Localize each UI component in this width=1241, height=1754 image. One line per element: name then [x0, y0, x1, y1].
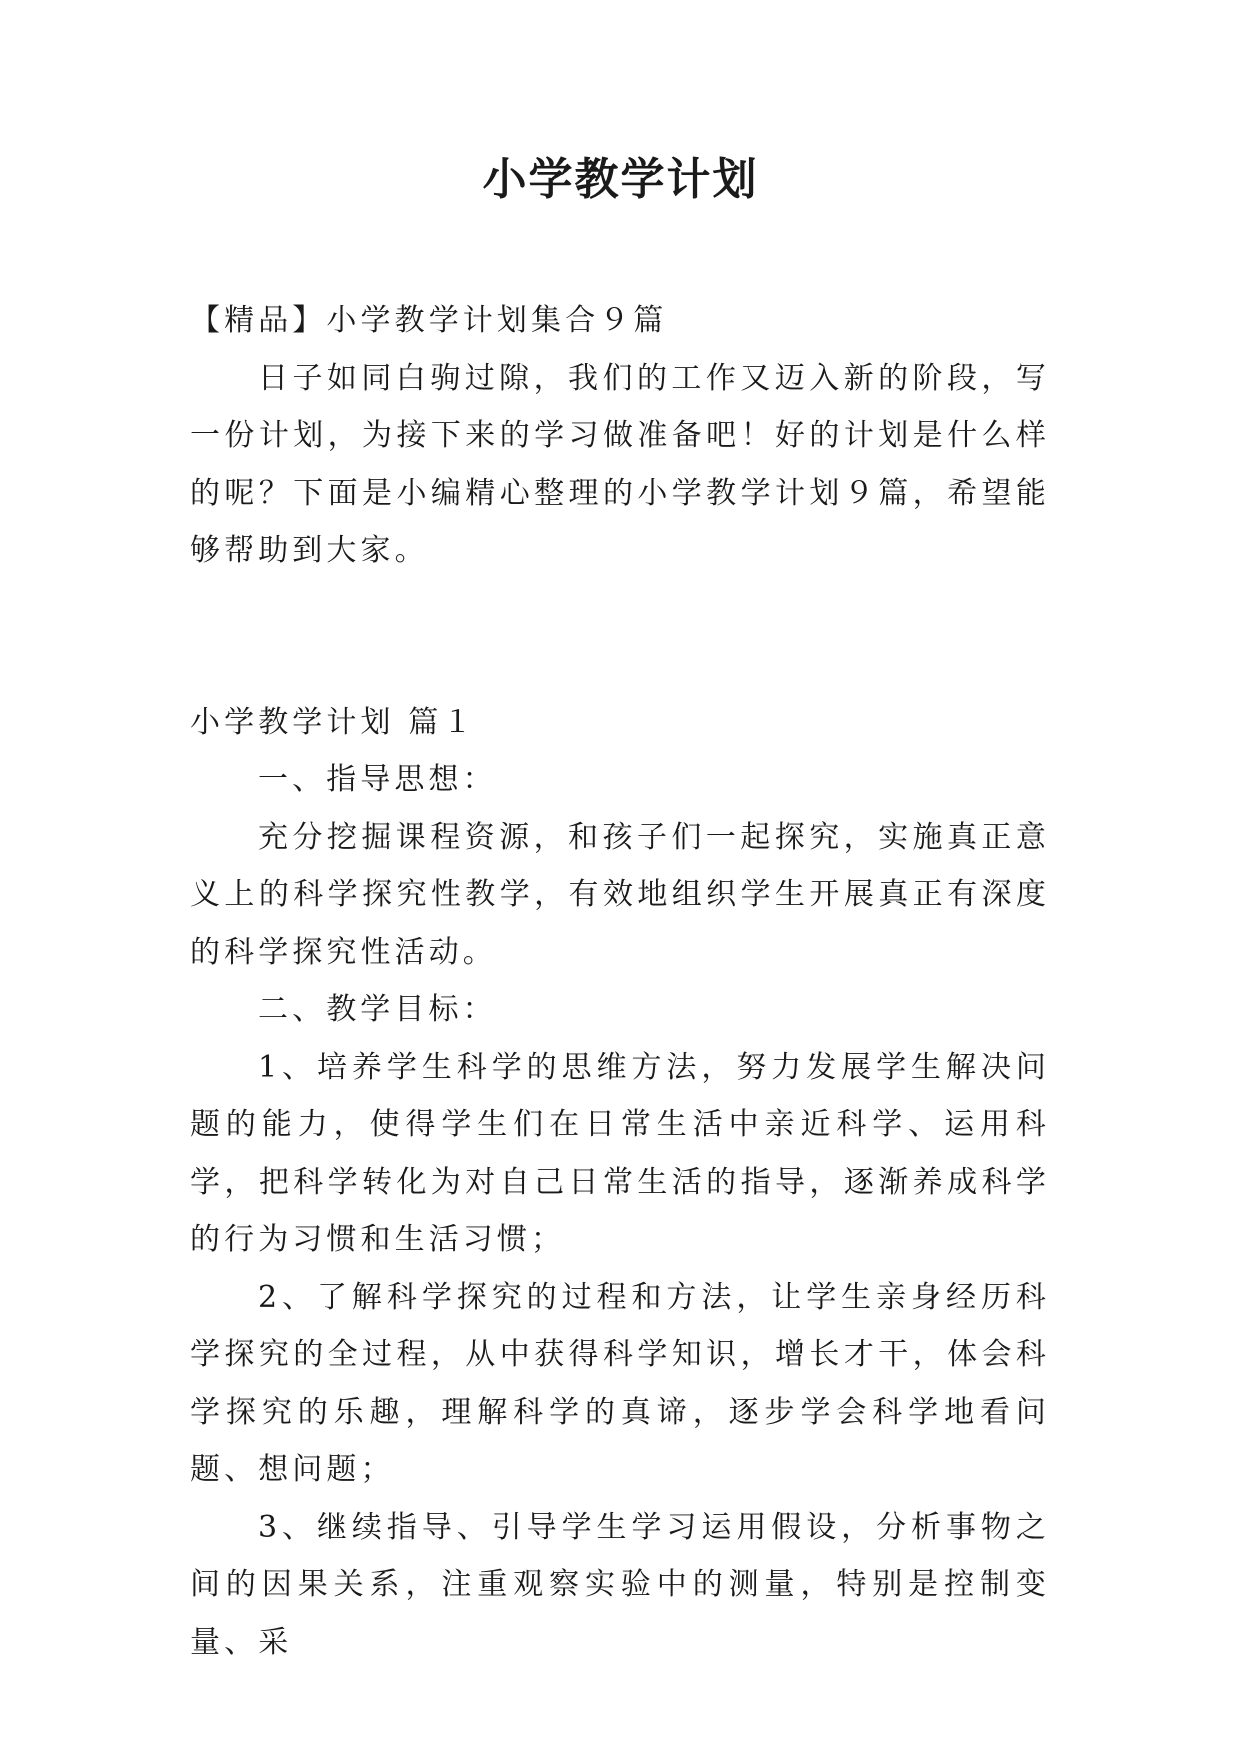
collection-heading: 【精品】小学教学计划集合９篇 [190, 303, 668, 338]
document-body [190, 292, 1050, 1671]
goal-item-3: 3、继续指导、引导学生学习运用假设，分析事物之间的因果关系，注重观察实验中的测量，特别是控制变量、采 [190, 1509, 1050, 1660]
paragraph-guiding-thought: 充分挖掘课程资源，和孩子们一起探究，实施真正意义上的科学探究性教学，有效地组织学生开展真正有深度的科学探究性活动。 [190, 819, 1050, 970]
section-spacer [190, 580, 1050, 694]
goal-item-1: 1、培养学生科学的思维方法，努力发展学生解决问题的能力，使得学生们在日常生活中亲近科学、运用科学，把科学转化为对自己日常生活的指导，逐渐养成科学的行为习惯和生活习惯； [190, 1049, 1050, 1257]
document-title: 小学教学计划 [482, 154, 759, 205]
subheading-teaching-goals: 二、教学目标： [258, 992, 497, 1027]
subheading-guiding-thought: 一、指导思想： [258, 762, 497, 797]
intro-paragraph: 日子如同白驹过隙，我们的工作又迈入新的阶段，写一份计划，为接下来的学习做准备吧！好的计划是什么样的呢？下面是小编精心整理的小学教学计划９篇，希望能够帮助到大家。 [190, 360, 1050, 568]
section-heading: 小学教学计划 篇１ [190, 704, 477, 740]
goal-item-2: 2、了解科学探究的过程和方法，让学生亲身经历科学探究的全过程，从中获得科学知识，增长才干，体会科学探究的乐趣，理解科学的真谛，逐步学会科学地看问题、想问题； [190, 1279, 1050, 1487]
